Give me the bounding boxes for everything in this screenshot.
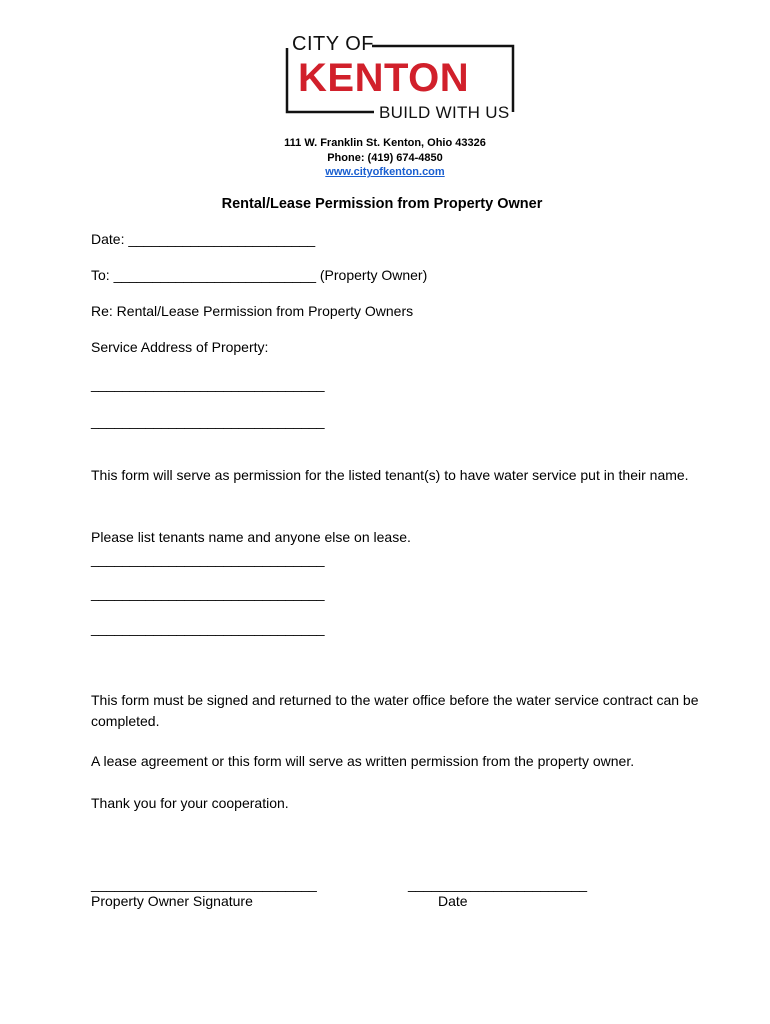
service-address-line-1[interactable]: ______________________________	[91, 376, 325, 392]
tenant-line-3[interactable]: ______________________________	[91, 620, 325, 636]
logo-kenton: KENTON	[298, 56, 470, 100]
signature-date-line[interactable]: _______________________	[408, 876, 588, 892]
service-address-line-2[interactable]: ______________________________	[91, 413, 325, 429]
service-address-label: Service Address of Property:	[91, 339, 269, 355]
street-address: 111 W. Franklin St. Kenton, Ohio 43326	[284, 137, 486, 149]
letterhead-address	[0, 136, 770, 180]
document-title: Rental/Lease Permission from Property Owner	[221, 196, 543, 212]
to-field[interactable]: To: __________________________ (Property Owner)	[91, 267, 428, 283]
re-line: Re: Rental/Lease Permission from Property Owners	[91, 303, 414, 319]
date-field[interactable]: Date: ________________________	[91, 231, 316, 247]
thank-you-text: Thank you for your cooperation.	[91, 795, 289, 811]
tenant-line-1[interactable]: ______________________________	[91, 551, 325, 567]
tenant-line-2[interactable]: ______________________________	[91, 585, 325, 601]
date-label: Date	[438, 893, 468, 909]
lease-agreement-text: A lease agreement or this form will serve as written permission from the property owner.	[91, 753, 635, 769]
city-logo	[284, 32, 516, 124]
signed-returned-paragraph: This form must be signed and returned to the water office before the water service contract can be completed.	[91, 692, 699, 729]
website-link[interactable]: www.cityofkenton.com	[325, 166, 445, 178]
phone-number: Phone: (419) 674-4850	[327, 151, 443, 164]
permission-paragraph: This form will serve as permission for the listed tenant(s) to have water service put in their name.	[91, 467, 689, 483]
signature-line[interactable]: _____________________________	[91, 876, 317, 892]
tenants-prompt: Please list tenants name and anyone else on lease.	[91, 529, 411, 545]
logo-city-of: CITY OF	[292, 33, 375, 55]
logo-build-with-us: BUILD WITH US	[379, 103, 510, 122]
signature-label: Property Owner Signature	[91, 893, 253, 909]
